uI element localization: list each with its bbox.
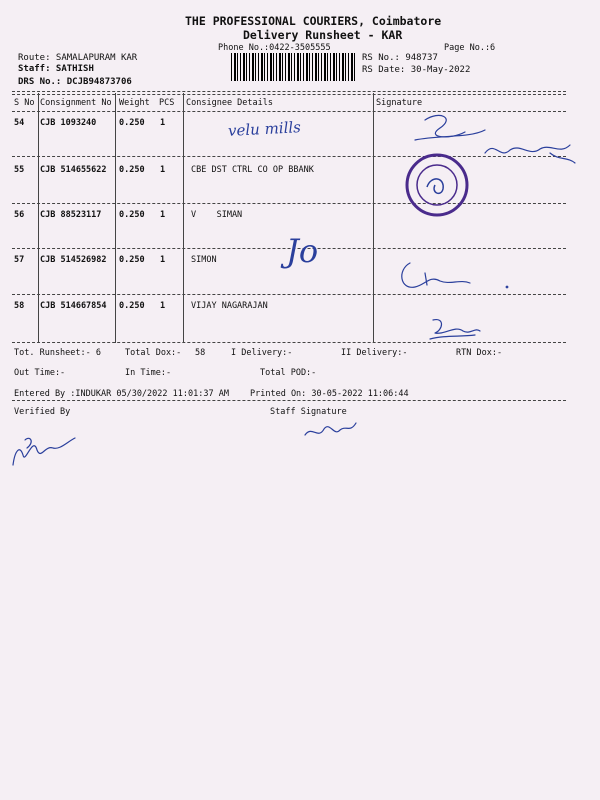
- col-divider: [183, 93, 184, 343]
- col-header-signature: Signature: [376, 98, 423, 108]
- rs-date: RS Date: 30-May-2022: [362, 65, 471, 75]
- row-weight: 0.250: [119, 301, 145, 311]
- row-consignee: SIMON: [191, 255, 217, 265]
- route-label: Route: SAMALAPURAM KAR: [18, 53, 138, 63]
- rtn-dox: RTN Dox:-: [456, 348, 503, 358]
- barcode: [231, 53, 355, 81]
- signature-row-57: [395, 255, 515, 295]
- staff-label: Staff: SATHISH: [18, 64, 94, 74]
- row-consignment: CJB 514655622: [40, 165, 107, 175]
- staff-signature-label: Staff Signature: [270, 407, 347, 417]
- row-consignment: CJB 1093240: [40, 118, 97, 128]
- row-pcs: 1: [160, 210, 166, 220]
- company-title: THE PROFESSIONAL COURIERS, Coimbatore: [185, 14, 442, 28]
- row-sno: 54: [14, 118, 25, 128]
- col-header-weight: Weight: [119, 98, 150, 108]
- in-time: In Time:-: [125, 368, 172, 378]
- table-top-rule: [12, 91, 566, 92]
- printed-on: Printed On: 30-05-2022 11:06:44: [250, 389, 409, 399]
- footer-rule: [12, 400, 566, 401]
- phone-number: Phone No.:0422-3505555: [218, 43, 331, 53]
- handwritten-note: velu mills: [227, 118, 302, 140]
- drs-number: DRS No.: DCJB94873706: [18, 77, 132, 87]
- row-consignee: VIJAY NAGARAJAN: [191, 301, 268, 311]
- verified-by: Verified By: [14, 407, 71, 417]
- entered-by: Entered By :INDUKAR 05/30/2022 11:01:37 AM: [14, 389, 229, 399]
- row-rule: [12, 203, 566, 204]
- ii-delivery: II Delivery:-: [341, 348, 408, 358]
- signature-row-55: [480, 135, 580, 170]
- company-seal: [405, 153, 469, 217]
- row-weight: 0.250: [119, 165, 145, 175]
- col-header-consignee: Consignee Details: [186, 98, 273, 108]
- col-header-consignment: Consignment No: [40, 98, 112, 108]
- row-weight: 0.250: [119, 118, 145, 128]
- row-pcs: 1: [160, 255, 166, 265]
- row-consignment: CJB 514526982: [40, 255, 107, 265]
- page-number: Page No.:6: [444, 43, 496, 53]
- col-header-pcs: PCS: [159, 98, 175, 108]
- total-pod: Total POD:-: [260, 368, 317, 378]
- signature-row-58: [425, 315, 485, 345]
- signature-row-54: [410, 110, 490, 155]
- col-divider: [373, 93, 374, 343]
- out-time: Out Time:-: [14, 368, 66, 378]
- total-dox-label: Total Dox:-: [125, 348, 182, 358]
- row-pcs: 1: [160, 165, 166, 175]
- i-delivery: I Delivery:-: [231, 348, 293, 358]
- row-sno: 57: [14, 255, 25, 265]
- total-dox-value: 58: [195, 348, 206, 358]
- runsheet-title: Delivery Runsheet - KAR: [243, 28, 403, 42]
- row-sno: 56: [14, 210, 25, 220]
- row-sno: 58: [14, 301, 25, 311]
- row-sno: 55: [14, 165, 25, 175]
- row-pcs: 1: [160, 118, 166, 128]
- row-weight: 0.250: [119, 255, 145, 265]
- row-consignee: V SIMAN: [191, 210, 243, 220]
- verified-signature: [5, 420, 85, 475]
- rs-number: RS No.: 948737: [362, 53, 438, 63]
- handwritten-note: Jo: [286, 232, 319, 270]
- staff-signature: [300, 415, 360, 445]
- col-divider: [38, 93, 39, 343]
- col-divider: [115, 93, 116, 343]
- row-consignment: CJB 88523117: [40, 210, 102, 220]
- row-pcs: 1: [160, 301, 166, 311]
- row-weight: 0.250: [119, 210, 145, 220]
- table-top-rule-2: [12, 94, 566, 95]
- row-consignee: CBE DST CTRL CO OP BBANK: [191, 165, 314, 175]
- row-consignment: CJB 514667854: [40, 301, 107, 311]
- col-header-sno: S No: [14, 98, 35, 108]
- tot-runsheet: Tot. Runsheet:- 6: [14, 348, 101, 358]
